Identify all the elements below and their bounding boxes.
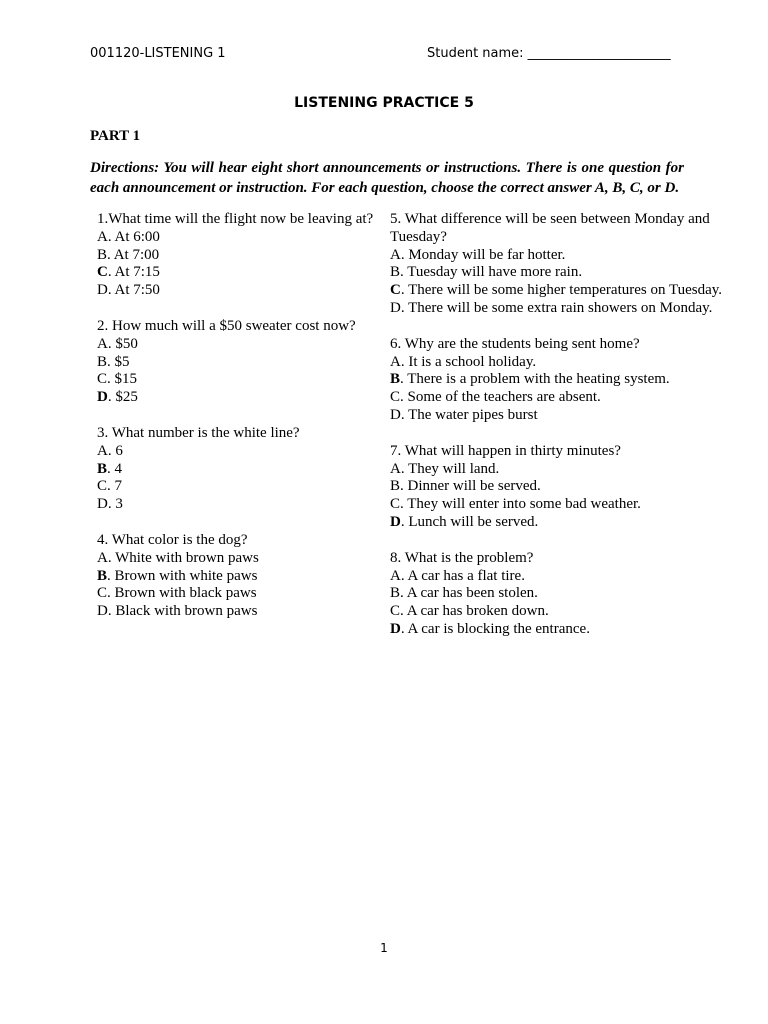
option-text: . 7 (107, 478, 123, 495)
option-text: . $50 (107, 335, 138, 352)
answer-option (97, 568, 385, 586)
option-letter: B (390, 585, 401, 602)
option-letter: D (97, 282, 108, 299)
question-block (390, 211, 740, 318)
option-text: . A car is blocking the entrance. (400, 620, 590, 637)
option-text: . $25 (107, 389, 138, 406)
option-letter: C (390, 603, 401, 620)
answer-option (97, 264, 385, 282)
option-text: . Tuesday will have more rain. (400, 264, 583, 281)
question-text: 2. How much will a $50 sweater cost now? (97, 317, 356, 334)
question-text: 5. What difference will be seen between Monday and Tuesday? (390, 211, 714, 245)
option-letter: B (97, 460, 108, 477)
answer-option (390, 461, 740, 479)
option-text: . $15 (107, 371, 138, 388)
answer-option (97, 247, 385, 265)
question-text: 6. Why are the students being sent home? (390, 335, 640, 352)
answer-option (97, 336, 385, 354)
option-letter: A (390, 246, 401, 263)
answer-option (390, 282, 740, 300)
answer-option (97, 354, 385, 372)
option-text: . Lunch will be served. (400, 513, 539, 530)
option-letter: B (390, 478, 401, 495)
student-name-field: Student name: ______________________ (427, 46, 671, 61)
document-code: 001120-LISTENING 1 (90, 46, 226, 61)
page-number: 1 (380, 941, 388, 955)
questions-column-right (390, 211, 740, 639)
question-block (390, 550, 740, 639)
option-letter: C (390, 496, 401, 513)
answer-option (390, 585, 740, 603)
option-letter: D (390, 406, 401, 423)
option-letter: A (97, 228, 108, 245)
directions-text: Directions: You will hear eight short announcements or instructions. There is one question for each announcement or instruction. For each question, choose the correct answer A, B, C, or D. (90, 160, 684, 196)
question-text: 4. What color is the dog? (97, 531, 248, 548)
question-text: 3. What number is the white line? (97, 424, 300, 441)
option-text: . Monday will be far hotter. (400, 246, 566, 263)
question-block (97, 425, 385, 514)
option-letter: C (97, 371, 108, 388)
answer-option (97, 585, 385, 603)
option-text: . White with brown paws (107, 549, 259, 566)
option-letter: D (390, 620, 401, 637)
option-text: . They will land. (400, 460, 500, 477)
question-text: 1.What time will the flight now be leaving at? (97, 211, 374, 227)
questions-column-left (97, 211, 385, 621)
option-text: . At 7:50 (107, 282, 160, 299)
option-letter: C (97, 264, 108, 281)
question-text: 7. What will happen in thirty minutes? (390, 442, 621, 459)
answer-option (97, 478, 385, 496)
question-block (97, 532, 385, 621)
option-text: . Brown with white paws (107, 567, 258, 584)
option-text: . At 7:00 (107, 246, 160, 263)
option-text: . Black with brown paws (107, 603, 258, 620)
answer-option (97, 282, 385, 300)
answer-option (97, 496, 385, 514)
answer-option (97, 443, 385, 461)
option-letter: D (97, 496, 108, 513)
question-block (97, 211, 385, 300)
answer-option (390, 371, 740, 389)
option-text: . There is a problem with the heating system. (400, 371, 670, 388)
option-letter: A (97, 335, 108, 352)
option-letter: B (97, 567, 108, 584)
answer-option (390, 514, 740, 532)
option-text: . There will be some extra rain showers on Monday. (400, 299, 713, 316)
answer-option (390, 300, 740, 318)
option-letter: B (390, 371, 401, 388)
answer-option (390, 389, 740, 407)
option-text: . A car has broken down. (400, 603, 549, 620)
answer-option (390, 264, 740, 282)
question-block (390, 443, 740, 532)
question-block (97, 318, 385, 407)
option-text: . There will be some higher temperatures on Tuesday. (400, 282, 723, 299)
answer-option (390, 407, 740, 425)
option-letter: C (390, 389, 401, 406)
option-letter: A (97, 442, 108, 459)
option-text: . The water pipes burst (400, 406, 538, 423)
option-letter: D (97, 389, 108, 406)
option-letter: B (97, 353, 108, 370)
answer-option (390, 354, 740, 372)
part-heading: PART 1 (90, 128, 141, 144)
answer-option (97, 461, 385, 479)
answer-option (390, 568, 740, 586)
option-text: . $5 (107, 353, 130, 370)
answer-option (97, 603, 385, 621)
option-letter: D (97, 603, 108, 620)
option-text: . A car has been stolen. (400, 585, 538, 602)
option-letter: C (97, 478, 108, 495)
answer-option (390, 247, 740, 265)
option-letter: D (390, 299, 401, 316)
option-text: . At 6:00 (107, 228, 160, 245)
option-text: . 6 (107, 442, 123, 459)
question-block (390, 336, 740, 425)
answer-option (97, 371, 385, 389)
option-text: . They will enter into some bad weather. (400, 496, 641, 513)
option-text: . 4 (107, 460, 123, 477)
option-text: . Dinner will be served. (400, 478, 541, 495)
option-letter: A (97, 549, 108, 566)
option-letter: D (390, 513, 401, 530)
option-letter: C (390, 282, 401, 299)
option-letter: A (390, 567, 401, 584)
question-text: 8. What is the problem? (390, 549, 534, 566)
option-letter: B (390, 264, 401, 281)
answer-option (97, 550, 385, 568)
answer-option (97, 389, 385, 407)
option-text: . It is a school holiday. (400, 353, 537, 370)
option-text: . At 7:15 (107, 264, 160, 281)
option-letter: B (97, 246, 108, 263)
answer-option (97, 229, 385, 247)
answer-option (390, 621, 740, 639)
option-text: . Brown with black paws (107, 585, 257, 602)
answer-option (390, 603, 740, 621)
answer-option (390, 496, 740, 514)
option-letter: C (97, 585, 108, 602)
option-text: . A car has a flat tire. (400, 567, 525, 584)
option-text: . 3 (107, 496, 123, 513)
option-text: . Some of the teachers are absent. (400, 389, 601, 406)
option-letter: A (390, 353, 401, 370)
page-title: LISTENING PRACTICE 5 (294, 95, 474, 111)
option-letter: A (390, 460, 401, 477)
answer-option (390, 478, 740, 496)
